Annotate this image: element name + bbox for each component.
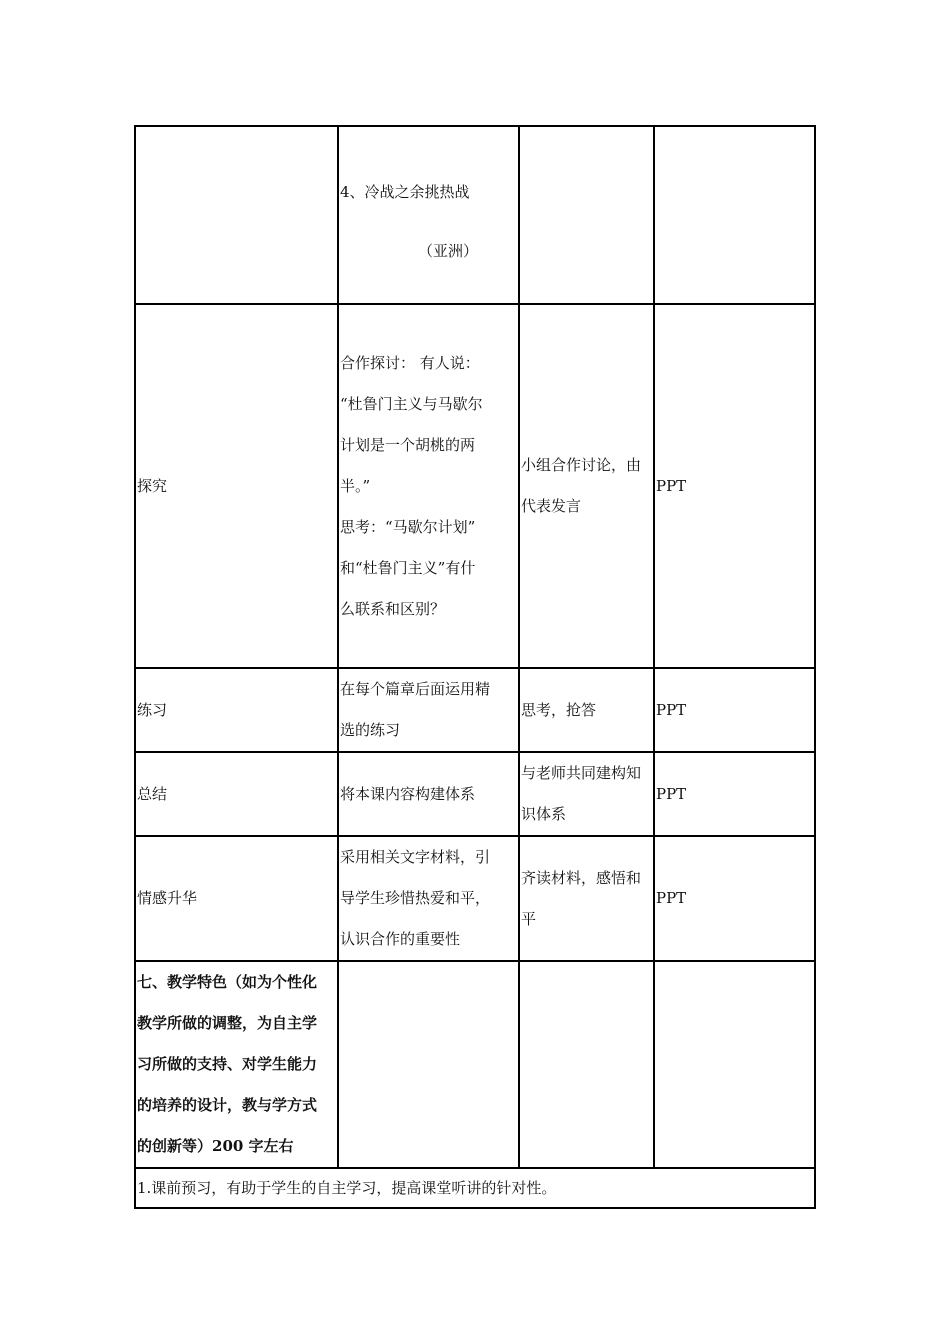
student-line: 平: [521, 909, 537, 928]
feature-heading-line: 七、教学特色（如为个性化: [137, 973, 318, 991]
table-row: [135, 126, 815, 304]
feature-heading-line: 的创新等）200 字左右: [137, 1137, 294, 1155]
media-cell: [654, 304, 815, 668]
empty-cell: [654, 961, 815, 1168]
stage-cell: [135, 752, 338, 836]
content-cell: [338, 752, 519, 836]
content-line: 认识合作的重要性: [340, 930, 461, 948]
media-label: PPT: [656, 700, 687, 719]
student-line: 与老师共同建构知: [521, 764, 642, 782]
content-line: 思考：“马歇尔计划”: [340, 517, 476, 536]
media-cell: [654, 836, 815, 961]
table-row: [135, 752, 815, 836]
content-cell: [338, 126, 519, 304]
content-line: “杜鲁门主义与马歇尔: [340, 394, 483, 413]
empty-cell: [338, 961, 519, 1168]
student-line: 思考，抢答: [521, 700, 597, 719]
content-line: 和“杜鲁门主义”有什: [340, 558, 476, 577]
feature-heading-cell: [135, 961, 338, 1168]
empty-cell: [519, 961, 654, 1168]
feature-heading-line: 习所做的支持、对学生能力: [137, 1055, 318, 1073]
feature-text: 1.课前预习，有助于学生的自主学习，提高课堂听讲的针对性。: [137, 1179, 557, 1197]
content-cell: [338, 304, 519, 668]
table-row: [135, 668, 815, 752]
media-cell: [654, 752, 815, 836]
student-line: 代表发言: [521, 497, 582, 515]
stage-cell: [135, 126, 338, 304]
table-row: [135, 304, 815, 668]
student-activity-cell: [519, 304, 654, 668]
student-activity-cell: [519, 668, 654, 752]
table-row: [135, 836, 815, 961]
student-line: 识体系: [521, 805, 567, 823]
student-activity-cell: [519, 836, 654, 961]
media-label: PPT: [656, 476, 687, 495]
student-activity-cell: [519, 752, 654, 836]
stage-label: 情感升华: [137, 889, 198, 907]
media-label: PPT: [656, 784, 687, 803]
stage-label: 探究: [137, 476, 168, 495]
content-cell: [338, 836, 519, 961]
lesson-plan-table: [134, 125, 816, 1209]
feature-heading-line: 的培养的设计，教与学方式: [137, 1096, 318, 1114]
table-row: [135, 961, 815, 1168]
stage-cell: [135, 668, 338, 752]
content-line: 选的练习: [340, 721, 401, 739]
student-line: 齐读材料，感悟和: [521, 868, 642, 887]
content-line: 计划是一个胡桃的两: [340, 435, 476, 454]
feature-text-cell: [135, 1168, 815, 1208]
stage-cell: [135, 304, 338, 668]
feature-heading-line: 教学所做的调整，为自主学: [137, 1014, 318, 1032]
content-line: 半。”: [340, 476, 371, 495]
media-cell: [654, 668, 815, 752]
stage-label: 总结: [137, 784, 168, 803]
content-line: （亚洲）: [418, 242, 479, 260]
content-line: 么联系和区别？: [340, 599, 446, 618]
media-cell: [654, 126, 815, 304]
content-line: 将本课内容构建体系: [340, 784, 476, 803]
content-line: 采用相关文字材料，引: [340, 848, 491, 866]
stage-label: 练习: [137, 700, 168, 719]
content-line: 4、冷战之余挑热战: [340, 183, 470, 201]
table-row: [135, 1168, 815, 1208]
content-cell: [338, 668, 519, 752]
content-line: 导学生珍惜热爱和平，: [340, 889, 491, 907]
media-label: PPT: [656, 889, 687, 907]
stage-cell: [135, 836, 338, 961]
content-line: 在每个篇章后面运用精: [340, 680, 491, 698]
content-line: 合作探讨： 有人说：: [340, 353, 480, 372]
student-activity-cell: [519, 126, 654, 304]
student-line: 小组合作讨论，由: [521, 456, 642, 474]
